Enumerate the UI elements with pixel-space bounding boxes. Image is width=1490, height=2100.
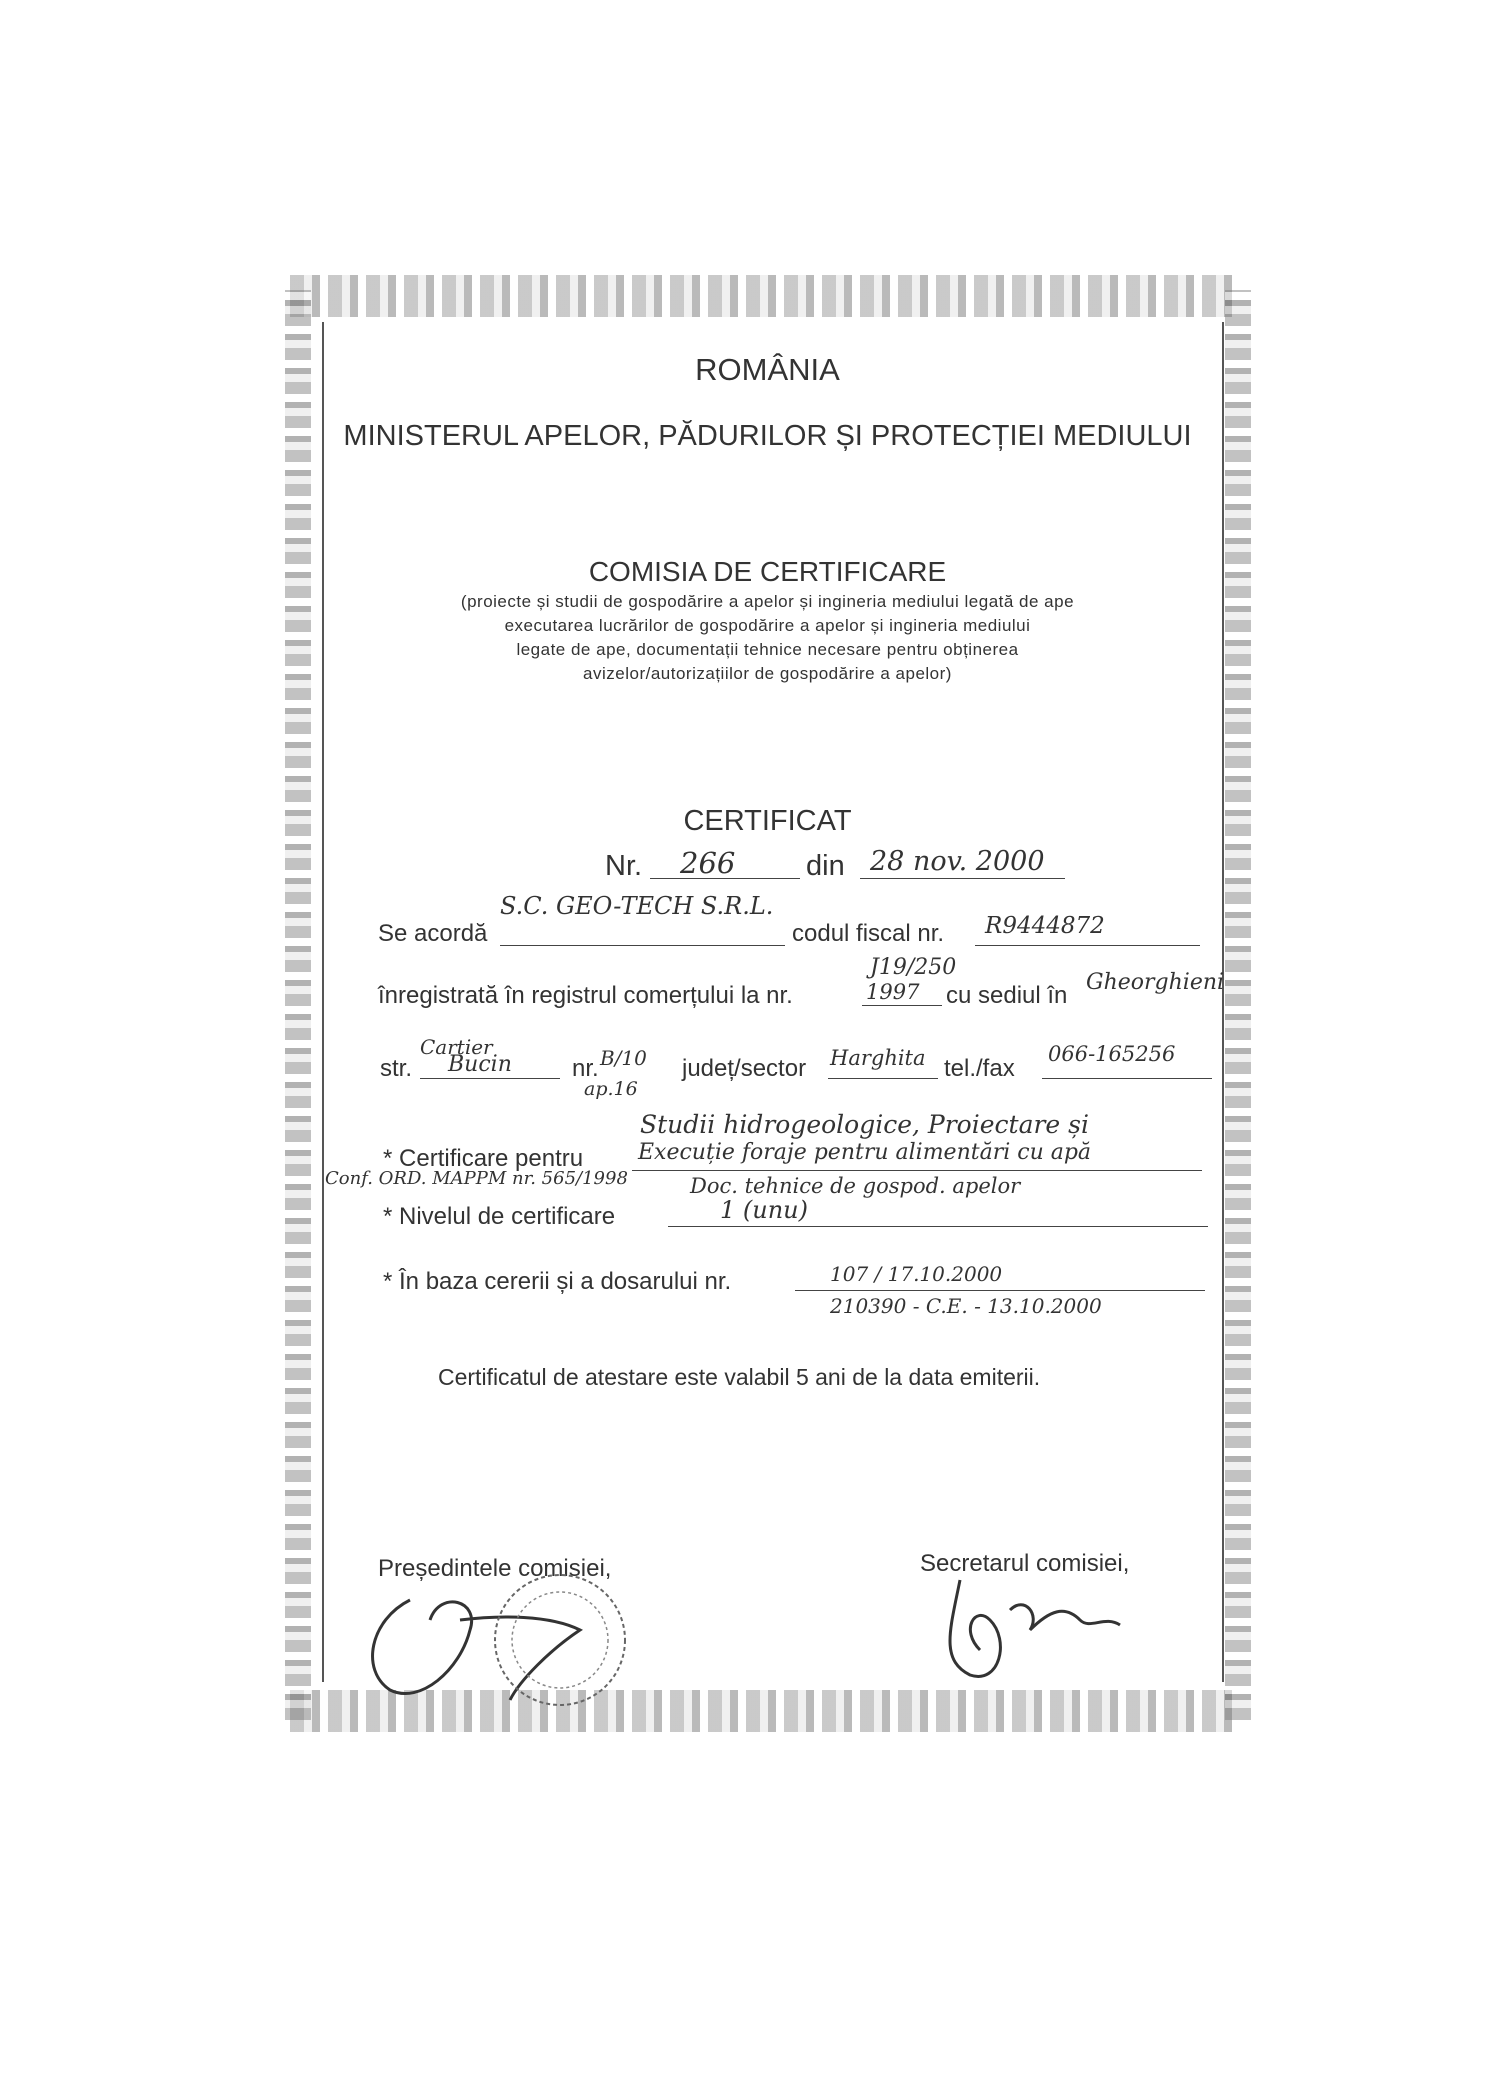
decorative-border-top [290,275,1240,317]
number-value: B/10 [600,1046,647,1070]
scope-line-1: (proiecte și studii de gospodărire a apelor și ingineria mediului legată de ape [460,592,1075,611]
fiscal-line [975,945,1200,946]
decorative-border-left [285,290,311,1720]
level-label-wrap [383,1203,615,1231]
phone-value: 066-165256 [1048,1042,1176,1066]
fiscal-label: codul fiscal nr. [792,920,945,947]
seat-value: Gheorghieni [1086,970,1225,995]
secretary-signature [930,1570,1150,1690]
cert-for-line-2: Execuție foraje pentru alimentări cu apă [638,1140,1092,1165]
request-value-1: 107 / 17.10.2000 [830,1262,1003,1286]
cert-for-line-1: Studii hidrogeologice, Proiectare și [640,1110,1089,1139]
secretary-label: Secretarul comisiei, [920,1550,1130,1577]
registry-label: înregistrată în registrul comerțului la nr. [378,982,793,1009]
cert-for-line-3-left: Conf. ORD. MAPPM nr. 565/1998 [325,1168,628,1189]
seat-label: cu sediul în [946,982,1068,1009]
commission-heading: COMISIA DE CERTIFICARE [588,556,947,587]
bullet: * [383,1268,393,1295]
validity-note: Certificatul de atestare este valabil 5 ani de la data emiterii. [438,1364,1041,1390]
registry-line [862,1005,942,1006]
request-label: În baza cererii și a dosarului nr. [399,1268,732,1295]
street-value: Bucin [448,1052,512,1077]
nr-label: Nr. [605,850,643,882]
phone-line [1042,1078,1212,1079]
din-label: din [806,850,845,882]
county-value: Harghita [830,1046,926,1070]
county-line [828,1078,938,1079]
registry-value-bottom: 1997 [866,980,920,1004]
request-line [795,1290,1205,1291]
request-label-wrap [383,1268,731,1296]
cert-for-line-3-right: Doc. tehnice de gospod. apelor [690,1174,1021,1198]
nr-value: 266 [680,846,736,880]
company-line [500,945,785,946]
street-line [420,1078,560,1079]
decorative-border-right [1225,290,1251,1720]
scope-line-4: avizelor/autorizațiilor de gospodărire a apelor) [583,664,952,683]
company-value: S.C. GEO-TECH S.R.L. [500,892,774,920]
scope-line-2: executarea lucrărilor de gospodărire a apelor și ingineria mediului [504,616,1031,635]
registry-value-top: J19/250 [870,955,957,980]
level-line [668,1226,1208,1227]
certificate-title: CERTIFICAT [683,805,852,837]
ministry-heading: MINISTERUL APELOR, PĂDURILOR ȘI PROTECȚIEI MEDIULUI [343,420,1192,452]
granted-label: Se acordă [378,920,488,947]
cert-for-line [632,1170,1202,1171]
request-value-2: 210390 - C.E. - 13.10.2000 [830,1294,1102,1318]
apartment-value: ap.16 [584,1078,638,1100]
bullet: * [383,1203,393,1230]
level-value: 1 (unu) [720,1196,808,1224]
date-line [860,878,1065,879]
county-label: județ/sector [682,1055,807,1082]
scope-line-3: legate de ape, documentații tehnice necesare pentru obținerea [516,640,1019,659]
level-label: Nivelul de certificare [399,1203,616,1230]
bullet: * [383,1145,393,1172]
street-label: str. [380,1055,413,1082]
president-signature-and-seal [350,1560,670,1710]
phone-label: tel./fax [944,1055,1015,1082]
street-value-top: Cartier [420,1035,493,1059]
cert-for-label: Certificare pentru [399,1145,584,1172]
country-heading: ROMÂNIA [695,352,840,387]
president-label: Președintele comisiei, [378,1555,612,1582]
date-value: 28 nov. 2000 [870,846,1045,877]
fiscal-value: R9444872 [985,913,1105,939]
number-label: nr. [572,1055,599,1082]
